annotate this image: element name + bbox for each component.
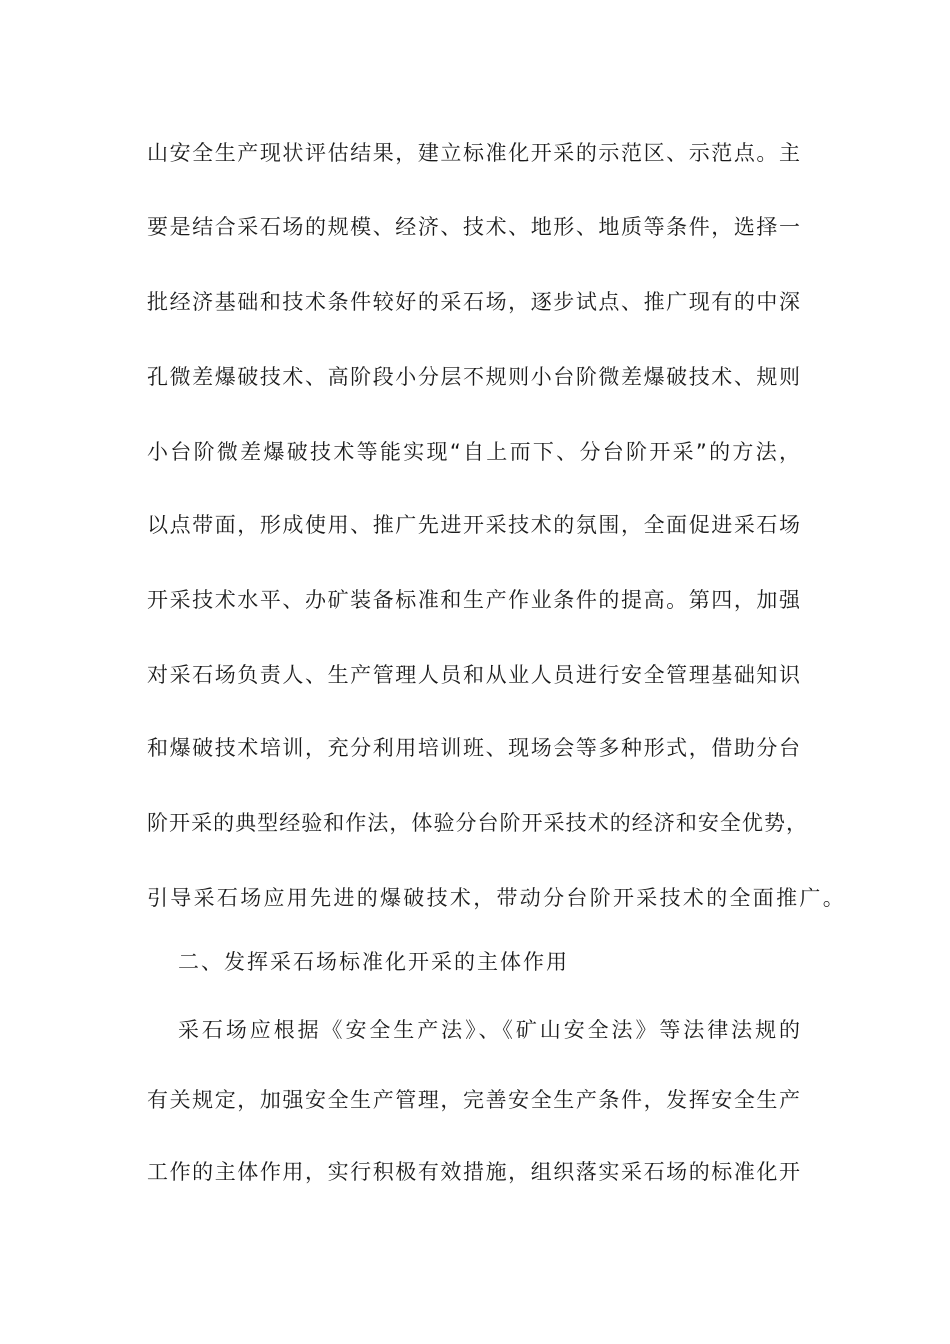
text-line: 批经济基础和技术条件较好的采石场，逐步试点、推广现有的中深 bbox=[147, 290, 800, 314]
text-line: 引导采石场应用先进的爆破技术，带动分台阶开采技术的全面推广。 bbox=[147, 886, 846, 910]
section-heading: 二、发挥采石场标准化开采的主体作用 bbox=[178, 950, 569, 974]
text-line: 开采技术水平、办矿装备标准和生产作业条件的提高。第四，加强 bbox=[147, 588, 800, 612]
text-line: 有关规定，加强安全生产管理，完善安全生产条件，发挥安全生产 bbox=[147, 1088, 800, 1112]
text-line: 以点带面，形成使用、推广先进开采技术的氛围，全面促进采石场 bbox=[147, 513, 800, 537]
text-line: 和爆破技术培训，充分利用培训班、现场会等多种形式，借助分台 bbox=[147, 736, 800, 760]
text-line: 山安全生产现状评估结果，建立标准化开采的示范区、示范点。主 bbox=[147, 141, 800, 165]
text-line: 要是结合采石场的规模、经济、技术、地形、地质等条件，选择一 bbox=[147, 215, 800, 239]
text-line: 采石场应根据《安全生产法》、《矿山安全法》等法律法规的 bbox=[178, 1018, 800, 1042]
text-line: 阶开采的典型经验和作法，体验分台阶开采技术的经济和安全优势， bbox=[147, 811, 807, 835]
text-line: 小台阶微差爆破技术等能实现“自上而下、分台阶开采”的方法， bbox=[147, 440, 800, 464]
text-line: 工作的主体作用，实行积极有效措施，组织落实采石场的标准化开 bbox=[147, 1160, 800, 1184]
text-line: 孔微差爆破技术、高阶段小分层不规则小台阶微差爆破技术、规则 bbox=[147, 365, 800, 389]
text-line: 对采石场负责人、生产管理人员和从业人员进行安全管理基础知识 bbox=[147, 663, 800, 687]
